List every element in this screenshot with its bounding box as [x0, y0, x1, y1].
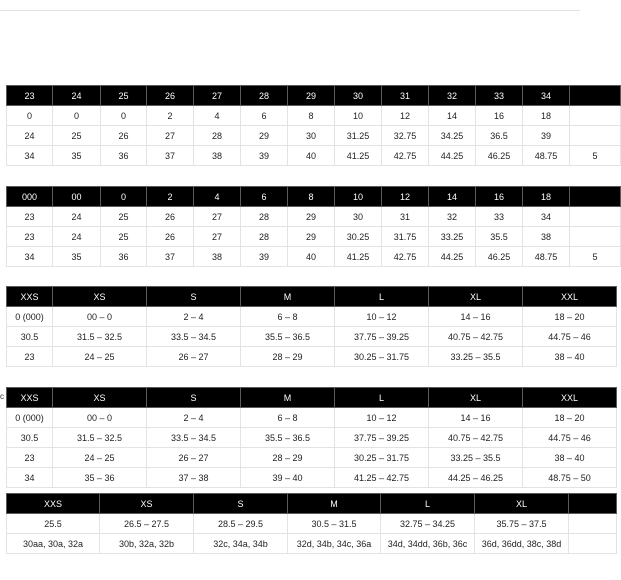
header-cell: 18 [523, 187, 570, 207]
header-cell: 27 [194, 86, 241, 106]
table-cell: 29 [288, 207, 335, 227]
table-cell: 24 [7, 126, 53, 146]
header-cell: M [241, 287, 335, 307]
table-cell: 35.5 [476, 227, 523, 247]
table-cell: 32c, 34a, 34b [194, 534, 288, 554]
table-cell: 39 [241, 247, 288, 267]
table-cell: 37.75 – 39.25 [335, 428, 429, 448]
table-row [7, 448, 617, 468]
table-cell: 2 – 4 [147, 408, 241, 428]
table-cell: 33.25 [429, 227, 476, 247]
table-cell: 30.25 – 31.75 [335, 448, 429, 468]
table-cell: 2 – 4 [147, 307, 241, 327]
table-row [7, 468, 617, 488]
table-cell: 44.25 [429, 247, 476, 267]
table-cell: 0 (000) [7, 307, 53, 327]
header-cell: S [147, 287, 241, 307]
table-cell: 14 – 16 [429, 408, 523, 428]
table-cell: 6 – 8 [241, 408, 335, 428]
table-cell [570, 207, 621, 227]
table-cell: 38 [194, 146, 241, 166]
table-cell: 33.5 – 34.5 [147, 327, 241, 347]
header-cell: 00 [53, 187, 101, 207]
header-cell: XL [475, 494, 569, 514]
size-table-bra [6, 493, 617, 554]
size-table-alpha-1 [6, 286, 617, 367]
table-cell: 37.75 – 39.25 [335, 327, 429, 347]
table-cell: 28.5 – 29.5 [194, 514, 288, 534]
table-cell: 27 [194, 227, 241, 247]
table-cell: 32.75 – 34.25 [381, 514, 475, 534]
table-row [7, 327, 617, 347]
table-cell: 25 [101, 227, 147, 247]
table-cell: 18 – 20 [523, 408, 617, 428]
table-cell: 0 [53, 106, 101, 126]
size-table-alpha-2 [6, 387, 617, 488]
table-cell: 33.25 – 35.5 [429, 347, 523, 367]
header-row [7, 187, 621, 207]
table-cell: 41.25 [335, 146, 382, 166]
header-cell: 16 [476, 187, 523, 207]
table-cell: 23 [7, 227, 53, 247]
table-cell: 6 [241, 106, 288, 126]
table-cell: 0 (000) [7, 408, 53, 428]
header-cell: XXS [7, 494, 100, 514]
header-cell: 24 [53, 86, 101, 106]
table-cell: 31.25 [335, 126, 382, 146]
table-cell: 32.75 [382, 126, 429, 146]
header-cell: 30 [335, 86, 382, 106]
table-row [7, 514, 617, 534]
header-cell: XXL [523, 388, 617, 408]
table-cell: 29 [288, 227, 335, 247]
table-cell: 00 – 0 [53, 408, 147, 428]
table-cell: 37 [147, 247, 194, 267]
table-cell: 36 [101, 247, 147, 267]
header-cell: 6 [241, 187, 288, 207]
table-cell: 31.5 – 32.5 [53, 428, 147, 448]
table-cell: 24 [53, 227, 101, 247]
table-cell: 24 [53, 207, 101, 227]
table-cell: 32d, 34b, 34c, 36a [288, 534, 381, 554]
table-cell: 30b, 32a, 32b [100, 534, 194, 554]
header-cell [570, 187, 621, 207]
table-cell: 30.5 [7, 428, 53, 448]
table-cell [569, 534, 617, 554]
table-cell: 31.75 [382, 227, 429, 247]
table-cell: 39 [241, 146, 288, 166]
table-cell: 0 [7, 106, 53, 126]
size-table-numeric-1 [6, 85, 621, 166]
table-cell: 42.75 [382, 247, 429, 267]
header-cell: 31 [382, 86, 429, 106]
table-cell: 40 [288, 146, 335, 166]
table-row [7, 126, 621, 146]
header-cell: 8 [288, 187, 335, 207]
table-cell: 18 – 20 [523, 307, 617, 327]
table-cell: 32 [429, 207, 476, 227]
table-cell: 34 [523, 207, 570, 227]
table-row [7, 428, 617, 448]
table-cell: 28 [241, 207, 288, 227]
header-cell: XXL [523, 287, 617, 307]
header-cell: 4 [194, 187, 241, 207]
header-cell: 14 [429, 187, 476, 207]
table-cell: 38 [194, 247, 241, 267]
table-cell: 37 [147, 146, 194, 166]
table-cell: 10 [335, 106, 382, 126]
table-cell: 36d, 36dd, 38c, 38d [475, 534, 569, 554]
table-cell: 30.5 [7, 327, 53, 347]
table-cell: 33 [476, 207, 523, 227]
header-cell: L [381, 494, 475, 514]
header-cell: XXS [7, 287, 53, 307]
table-cell: 40.75 – 42.75 [429, 428, 523, 448]
table-cell: 35 – 36 [53, 468, 147, 488]
table-row [7, 408, 617, 428]
header-cell: XS [53, 388, 147, 408]
header-cell: 28 [241, 86, 288, 106]
table-cell: 35 [53, 247, 101, 267]
table-cell: 40 [288, 247, 335, 267]
table-cell: 26 [147, 207, 194, 227]
table-cell: 8 [288, 106, 335, 126]
size-table-numeric-2 [6, 186, 621, 267]
table-cell: 4 [194, 106, 241, 126]
table-cell: 34 [7, 146, 53, 166]
top-bar [0, 0, 580, 11]
table-cell: 23 [7, 347, 53, 367]
table-cell: 44.75 – 46 [523, 327, 617, 347]
table-cell: 28 [241, 227, 288, 247]
table-cell: 33.25 – 35.5 [429, 448, 523, 468]
table-cell: 48.75 [523, 247, 570, 267]
header-cell: 26 [147, 86, 194, 106]
header-cell [570, 86, 621, 106]
table-cell: 2 [147, 106, 194, 126]
table-cell [570, 106, 621, 126]
table-cell: 35.75 – 37.5 [475, 514, 569, 534]
table-cell [570, 227, 621, 247]
table-cell: 31.5 – 32.5 [53, 327, 147, 347]
table-cell: 48.75 – 50 [523, 468, 617, 488]
table-cell: 39 [523, 126, 570, 146]
side-label: c [0, 392, 4, 401]
header-cell: XL [429, 287, 523, 307]
table-cell: 10 – 12 [335, 307, 429, 327]
table-cell: 23 [7, 207, 53, 227]
table-cell: 26 [101, 126, 147, 146]
table-row [7, 106, 621, 126]
table-cell: 30.5 – 31.5 [288, 514, 381, 534]
table-cell: 30.25 – 31.75 [335, 347, 429, 367]
table-cell: 26 – 27 [147, 448, 241, 468]
table-cell: 41.25 – 42.75 [335, 468, 429, 488]
header-cell: XL [429, 388, 523, 408]
table-cell: 44.75 – 46 [523, 428, 617, 448]
header-row [7, 287, 617, 307]
table-row [7, 534, 617, 554]
header-cell: XS [100, 494, 194, 514]
table-cell: 26 [147, 227, 194, 247]
table-cell [569, 514, 617, 534]
table-cell: 00 – 0 [53, 307, 147, 327]
header-cell: M [241, 388, 335, 408]
table-cell: 23 [7, 448, 53, 468]
table-row [7, 347, 617, 367]
table-cell: 30 [335, 207, 382, 227]
header-cell: 33 [476, 86, 523, 106]
header-cell: 32 [429, 86, 476, 106]
table-cell: 38 [523, 227, 570, 247]
table-cell: 44.25 – 46.25 [429, 468, 523, 488]
header-row [7, 494, 617, 514]
table-cell: 31 [382, 207, 429, 227]
table-cell: 30.25 [335, 227, 382, 247]
table-cell: 35.5 – 36.5 [241, 428, 335, 448]
header-cell: 10 [335, 187, 382, 207]
header-row [7, 388, 617, 408]
header-cell: S [147, 388, 241, 408]
header-cell: L [335, 287, 429, 307]
header-cell [569, 494, 617, 514]
table-cell: 39 – 40 [241, 468, 335, 488]
table-cell: 14 – 16 [429, 307, 523, 327]
table-row [7, 227, 621, 247]
table-cell: 28 [194, 126, 241, 146]
table-cell: 14 [429, 106, 476, 126]
header-cell: 34 [523, 86, 570, 106]
table-cell: 41.25 [335, 247, 382, 267]
table-cell [570, 126, 621, 146]
table-cell: 30aa, 30a, 32a [7, 534, 100, 554]
table-cell: 35 [53, 146, 101, 166]
table-cell: 12 [382, 106, 429, 126]
table-cell: 25.5 [7, 514, 100, 534]
table-cell: 27 [147, 126, 194, 146]
header-cell: 2 [147, 187, 194, 207]
table-cell: 25 [101, 207, 147, 227]
table-cell: 26.5 – 27.5 [100, 514, 194, 534]
table-cell: 26 – 27 [147, 347, 241, 367]
header-cell: 25 [101, 86, 147, 106]
table-cell: 5 [570, 247, 621, 267]
table-cell: 16 [476, 106, 523, 126]
table-cell: 34 [7, 247, 53, 267]
table-cell: 37 – 38 [147, 468, 241, 488]
table-cell: 34 [7, 468, 53, 488]
table-cell: 25 [53, 126, 101, 146]
table-cell: 34d, 34dd, 36b, 36c [381, 534, 475, 554]
header-row [7, 86, 621, 106]
table-cell: 24 – 25 [53, 347, 147, 367]
table-row [7, 307, 617, 327]
header-cell: 000 [7, 187, 53, 207]
table-cell: 5 [570, 146, 621, 166]
table-cell: 35.5 – 36.5 [241, 327, 335, 347]
header-cell: S [194, 494, 288, 514]
table-cell: 40.75 – 42.75 [429, 327, 523, 347]
table-cell: 6 – 8 [241, 307, 335, 327]
table-cell: 30 [288, 126, 335, 146]
table-cell: 33.5 – 34.5 [147, 428, 241, 448]
table-cell: 42.75 [382, 146, 429, 166]
table-cell: 36.5 [476, 126, 523, 146]
table-cell: 29 [241, 126, 288, 146]
table-cell: 38 – 40 [523, 347, 617, 367]
table-cell: 24 – 25 [53, 448, 147, 468]
header-cell: XXS [7, 388, 53, 408]
table-cell: 0 [101, 106, 147, 126]
header-cell: 29 [288, 86, 335, 106]
table-cell: 46.25 [476, 247, 523, 267]
header-cell: 23 [7, 86, 53, 106]
header-cell: L [335, 388, 429, 408]
table-cell: 44.25 [429, 146, 476, 166]
table-cell: 10 – 12 [335, 408, 429, 428]
table-cell: 18 [523, 106, 570, 126]
header-cell: XS [53, 287, 147, 307]
table-row [7, 146, 621, 166]
header-cell: M [288, 494, 381, 514]
table-cell: 48.75 [523, 146, 570, 166]
table-cell: 27 [194, 207, 241, 227]
table-cell: 28 – 29 [241, 347, 335, 367]
table-row [7, 247, 621, 267]
header-cell: 0 [101, 187, 147, 207]
table-cell: 28 – 29 [241, 448, 335, 468]
table-row [7, 207, 621, 227]
table-cell: 38 – 40 [523, 448, 617, 468]
table-cell: 36 [101, 146, 147, 166]
table-cell: 34.25 [429, 126, 476, 146]
table-cell: 46.25 [476, 146, 523, 166]
header-cell: 12 [382, 187, 429, 207]
